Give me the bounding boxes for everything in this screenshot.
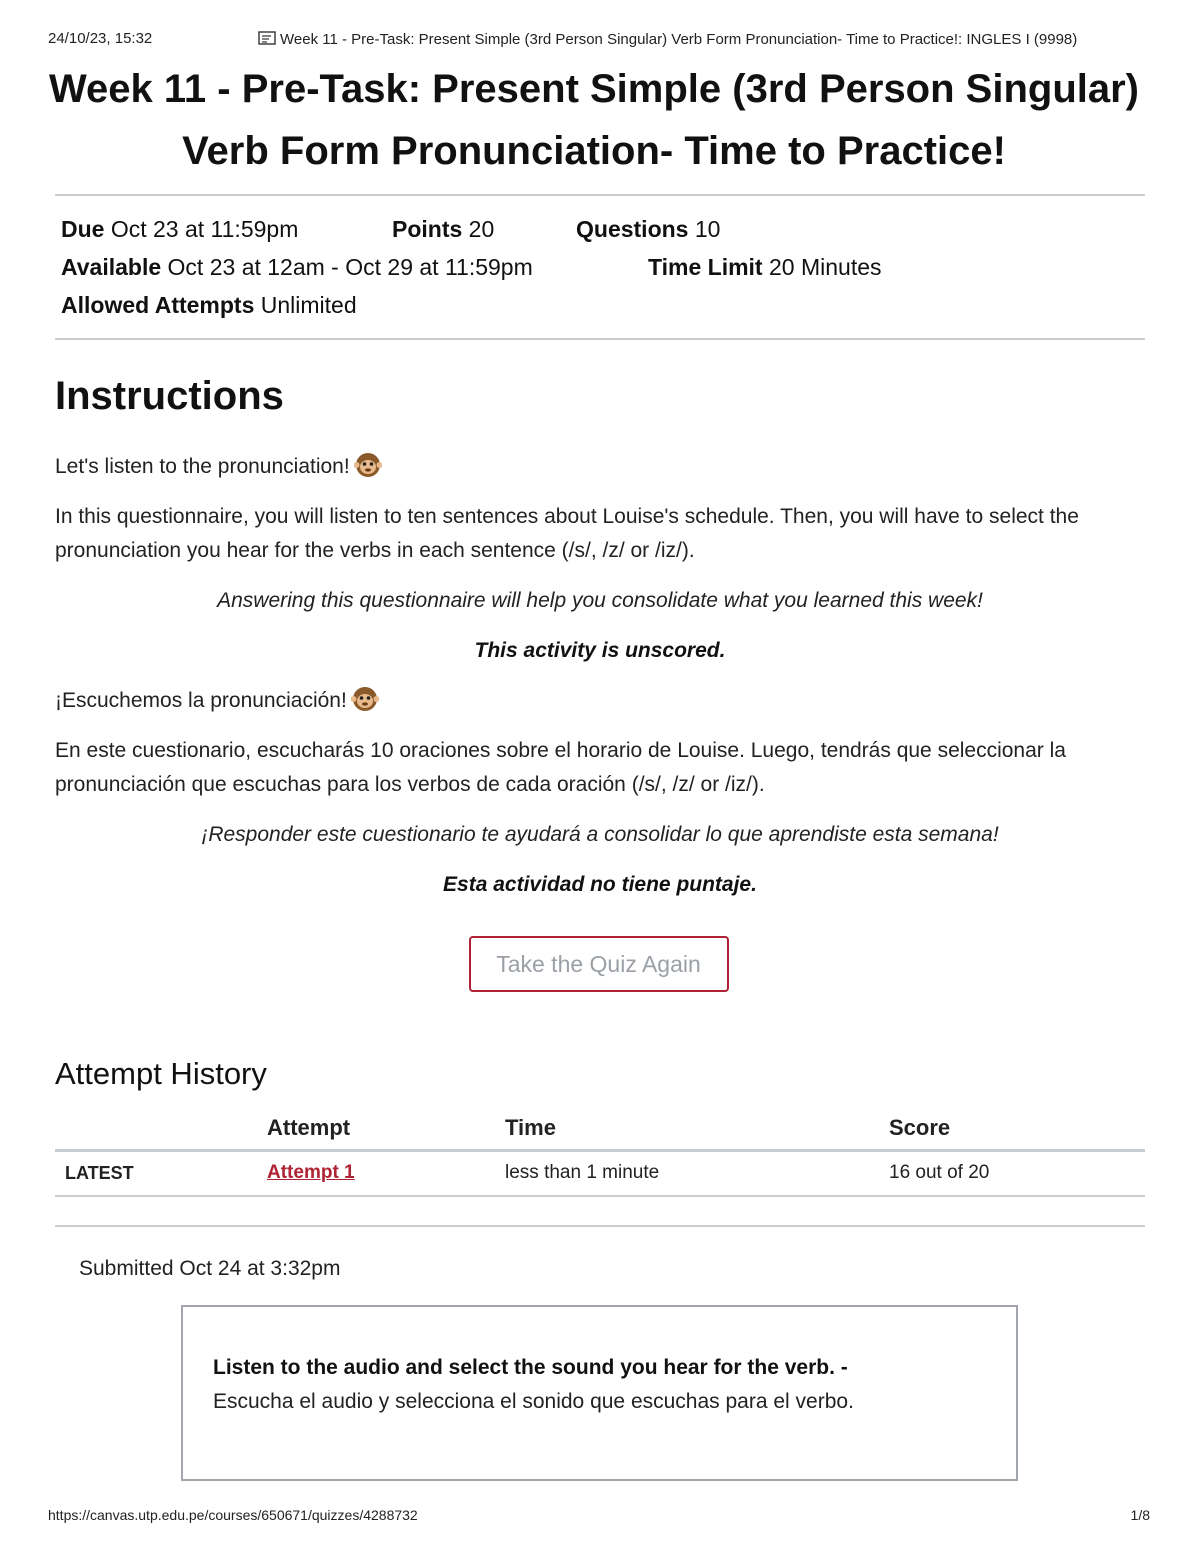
column-header-tag — [55, 1108, 267, 1150]
points-detail — [392, 210, 494, 248]
es-intro-text: ¡Escuchemos la pronunciación! — [55, 689, 347, 712]
print-page-title — [258, 30, 1077, 50]
attempt-history-table — [55, 1108, 1145, 1197]
print-page-number: 1/8 — [1130, 1507, 1150, 1523]
print-footer — [48, 1507, 1150, 1527]
en-body: In this questionnaire, you will listen to ten sentences about Louise's schedule. Then, you will have to select the pronunciation you hear for the verbs in each sentence (/s/, /z/ or /iz/). — [55, 505, 1079, 562]
attempts-value: Unlimited — [260, 292, 357, 318]
details-row-1 — [61, 210, 1145, 248]
points-label: Points — [392, 216, 463, 242]
question-box — [181, 1305, 1018, 1481]
attempt-score: 16 out of 20 — [889, 1150, 1145, 1196]
question-es: Escucha el audio y selecciona el sonido que escuchas para el verbo. — [213, 1390, 854, 1413]
quiz-details — [55, 196, 1145, 338]
attempt-history-heading: Attempt History — [55, 1056, 267, 1091]
available-value: Oct 23 at 12am - Oct 29 at 11:59pm — [167, 254, 533, 280]
attempt-cell — [267, 1150, 505, 1196]
en-unscored: This activity is unscored. — [474, 639, 726, 662]
submitted-timestamp: Submitted Oct 24 at 3:32pm — [79, 1257, 341, 1280]
es-note: ¡Responder este cuestionario te ayudará a consolidar lo que aprendiste esta semana! — [201, 823, 999, 846]
question-text — [213, 1351, 1016, 1419]
time-limit-label: Time Limit — [648, 254, 763, 280]
page-icon — [258, 30, 276, 50]
attempt-1-link[interactable]: Attempt 1 — [267, 1162, 355, 1184]
divider — [55, 1225, 1145, 1227]
monkey-face-icon — [354, 451, 382, 479]
divider — [55, 338, 1145, 340]
due-value: Oct 23 at 11:59pm — [110, 216, 299, 242]
print-title-text: Week 11 - Pre-Task: Present Simple (3rd Person Singular) Verb Form Pronunciation- Time to Practice!: INGLES I (9998) — [280, 31, 1078, 48]
es-intro — [55, 684, 1145, 718]
table-header-row — [55, 1108, 1145, 1150]
available-detail — [61, 248, 533, 286]
questions-value: 10 — [694, 216, 721, 242]
attempt-time: less than 1 minute — [505, 1150, 889, 1196]
column-header-score: Score — [889, 1108, 1145, 1150]
instructions-body — [55, 450, 1145, 902]
instructions-heading: Instructions — [55, 374, 284, 418]
en-intro — [55, 450, 1145, 484]
button-row — [55, 936, 1145, 992]
time-limit-detail — [648, 248, 882, 286]
latest-tag: LATEST — [55, 1150, 267, 1196]
print-datetime: 24/10/23, 15:32 — [48, 30, 153, 47]
print-header — [48, 30, 1160, 52]
es-body: En este cuestionario, escucharás 10 oraciones sobre el horario de Louise. Luego, tendrás que seleccionar la pronunciación que escuchas para los verbos de cada oración (/s/, /z/ or /iz/). — [55, 739, 1066, 796]
es-unscored: Esta actividad no tiene puntaje. — [443, 873, 757, 896]
page-title: Week 11 - Pre-Task: Present Simple (3rd Person Singular) Verb Form Pronunciation- Time to Practice! — [48, 67, 1140, 173]
time-limit-value: 20 Minutes — [769, 254, 882, 280]
questions-detail — [576, 210, 720, 248]
print-url: https://canvas.utp.edu.pe/courses/650671/quizzes/4288732 — [48, 1507, 418, 1523]
available-label: Available — [61, 254, 162, 280]
questions-label: Questions — [576, 216, 689, 242]
column-header-time: Time — [505, 1108, 889, 1150]
en-note: Answering this questionnaire will help you consolidate what you learned this week! — [217, 589, 983, 612]
table-row — [55, 1150, 1145, 1196]
points-value: 20 — [468, 216, 495, 242]
column-header-attempt: Attempt — [267, 1108, 505, 1150]
due-detail — [61, 210, 298, 248]
attempts-detail — [61, 286, 357, 324]
details-row-2 — [61, 248, 1145, 286]
question-en: Listen to the audio and select the sound you hear for the verb. - — [213, 1356, 848, 1379]
details-row-3 — [61, 286, 1145, 324]
en-intro-text: Let's listen to the pronunciation! — [55, 455, 350, 478]
monkey-face-icon — [351, 685, 379, 713]
quiz-content — [48, 58, 1145, 1481]
take-quiz-again-button[interactable]: Take the Quiz Again — [469, 936, 729, 992]
due-label: Due — [61, 216, 105, 242]
attempts-label: Allowed Attempts — [61, 292, 255, 318]
